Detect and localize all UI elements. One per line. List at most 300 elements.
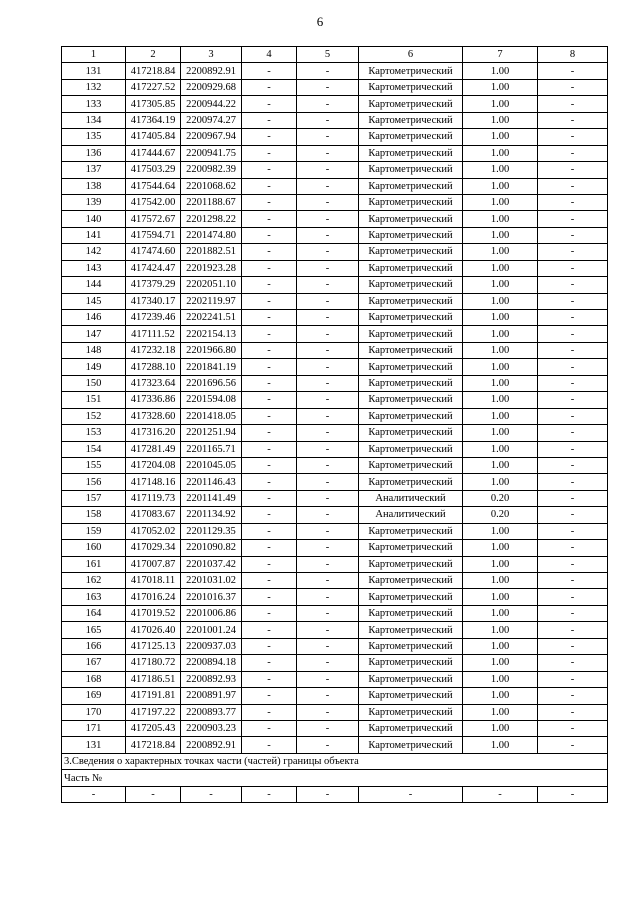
table-cell: 1.00 [463,441,538,457]
table-cell: 0.20 [463,490,538,506]
table-cell: Картометрический [359,457,463,473]
table-cell: - [538,573,608,589]
table-cell: 1.00 [463,622,538,638]
header-cell: 5 [297,47,359,63]
table-cell: - [242,112,297,128]
table-cell: - [538,638,608,654]
table-cell: - [242,227,297,243]
table-cell: 1.00 [463,573,538,589]
table-cell: - [297,112,359,128]
table-cell: 131 [62,63,126,79]
table-cell: 2201001.24 [181,622,242,638]
table-cell: 2201696.56 [181,375,242,391]
table-row [62,737,608,753]
table-cell: - [242,293,297,309]
table-cell: 1.00 [463,326,538,342]
table-row [62,326,608,342]
table-cell: 1.00 [463,260,538,276]
table-cell: - [538,737,608,753]
table-cell: - [297,425,359,441]
table-cell: - [297,720,359,736]
part-label-row [62,770,608,787]
table-cell: 133 [62,96,126,112]
table-cell: - [538,293,608,309]
table-cell: 417364.19 [126,112,181,128]
table-cell: 1.00 [463,227,538,243]
table-cell: - [242,260,297,276]
table-cell: - [538,326,608,342]
table-row [62,260,608,276]
table-cell: - [538,211,608,227]
header-cell: 3 [181,47,242,63]
table-cell: - [463,786,538,802]
table-cell: - [242,96,297,112]
table-cell: - [242,655,297,671]
table-cell: 417281.49 [126,441,181,457]
table-cell: - [297,704,359,720]
table-cell: Картометрический [359,96,463,112]
table-cell: 170 [62,704,126,720]
table-row [62,671,608,687]
table-cell: 2201134.92 [181,507,242,523]
table-cell: - [297,474,359,490]
table-cell: 162 [62,573,126,589]
table-cell: 2201298.22 [181,211,242,227]
table-cell: 2201188.67 [181,194,242,210]
table-cell: Картометрический [359,441,463,457]
table-cell: Картометрический [359,556,463,572]
header-cell: 7 [463,47,538,63]
table-cell: - [242,688,297,704]
table-cell: - [242,326,297,342]
table-cell: 2202051.10 [181,277,242,293]
table-cell: 2200891.97 [181,688,242,704]
table-cell: 143 [62,260,126,276]
table-cell: 157 [62,490,126,506]
table-cell: 1.00 [463,408,538,424]
table-cell: 171 [62,720,126,736]
table-row [62,655,608,671]
table-cell: 149 [62,359,126,375]
table-row [62,162,608,178]
table-cell: - [538,227,608,243]
table-cell: 1.00 [463,589,538,605]
table-cell: 1.00 [463,293,538,309]
table-cell: 417029.34 [126,540,181,556]
table-cell: Картометрический [359,375,463,391]
table-cell: - [242,162,297,178]
table-cell: 2200903.23 [181,720,242,736]
table-cell: Картометрический [359,326,463,342]
table-row [62,392,608,408]
table-cell: 1.00 [463,310,538,326]
table-cell: 1.00 [463,145,538,161]
table-cell: 1.00 [463,112,538,128]
table-cell: 155 [62,457,126,473]
table-cell: 1.00 [463,720,538,736]
table-cell: 417205.43 [126,720,181,736]
table-cell: - [538,507,608,523]
table-cell: - [242,704,297,720]
table-cell: 150 [62,375,126,391]
table-cell: 168 [62,671,126,687]
table-cell: 417197.22 [126,704,181,720]
table-cell: - [538,704,608,720]
table-cell: - [538,79,608,95]
table-cell: - [242,441,297,457]
table-cell: Картометрический [359,293,463,309]
table-cell: 1.00 [463,704,538,720]
table-cell: - [242,211,297,227]
table-row [62,688,608,704]
table-cell: - [538,359,608,375]
page-number: 6 [316,14,324,29]
table-cell: Картометрический [359,359,463,375]
table-cell: - [538,145,608,161]
table-cell: Картометрический [359,720,463,736]
table-row [62,638,608,654]
table-cell: - [538,474,608,490]
table-cell: - [242,178,297,194]
table-cell: 161 [62,556,126,572]
table-cell: 137 [62,162,126,178]
table-cell: 417379.29 [126,277,181,293]
table-cell: 2202154.13 [181,326,242,342]
table-cell: - [538,408,608,424]
table-cell: - [538,540,608,556]
table-cell: - [538,194,608,210]
table-cell: 2201090.82 [181,540,242,556]
table-cell: - [538,457,608,473]
table-row [62,622,608,638]
table-cell: - [297,326,359,342]
table-cell: - [242,79,297,95]
table-cell: 167 [62,655,126,671]
table-cell: 2201966.80 [181,342,242,358]
table-cell: - [242,622,297,638]
table-cell: Картометрический [359,260,463,276]
table-cell: 1.00 [463,474,538,490]
table-row [62,293,608,309]
table-cell: 417340.17 [126,293,181,309]
table-cell: - [538,244,608,260]
table-cell: 159 [62,523,126,539]
table-cell: - [242,425,297,441]
table-cell: - [242,605,297,621]
table-cell: 1.00 [463,96,538,112]
table-cell: - [538,425,608,441]
table-cell: Картометрический [359,589,463,605]
table-cell: 1.00 [463,605,538,621]
table-cell: - [242,671,297,687]
table-cell: 163 [62,589,126,605]
table-cell: - [297,227,359,243]
table-cell: 2200892.93 [181,671,242,687]
table-cell: - [62,786,126,802]
table-cell: - [538,523,608,539]
table-cell: 166 [62,638,126,654]
table-cell: 417052.02 [126,523,181,539]
header-row [62,47,608,63]
table-row [62,63,608,79]
table-cell: 417018.11 [126,573,181,589]
table-cell: - [297,523,359,539]
table-cell: - [242,408,297,424]
table-cell: - [297,392,359,408]
table-cell: 2201129.35 [181,523,242,539]
coordinates-table [61,46,608,803]
table-cell: - [538,655,608,671]
table-cell: 0.20 [463,507,538,523]
table-cell: 144 [62,277,126,293]
table-cell: 2201006.86 [181,605,242,621]
table-cell: - [538,622,608,638]
table-row [62,227,608,243]
table-cell: - [538,490,608,506]
table-cell: Картометрический [359,474,463,490]
table-cell: - [297,490,359,506]
part-label: Часть № [62,770,608,787]
table-cell: 1.00 [463,211,538,227]
table-cell: 1.00 [463,194,538,210]
table-row [62,704,608,720]
table-cell: Аналитический [359,490,463,506]
table-row [62,507,608,523]
table-cell: - [297,211,359,227]
table-row [62,490,608,506]
table-cell: 141 [62,227,126,243]
table-cell: - [242,638,297,654]
table-cell: 152 [62,408,126,424]
table-cell: 417227.52 [126,79,181,95]
table-cell: 1.00 [463,63,538,79]
table-cell: - [297,671,359,687]
table-cell: 154 [62,441,126,457]
table-cell: - [297,129,359,145]
table-cell: - [538,605,608,621]
table-cell: Картометрический [359,622,463,638]
table-cell: 417424.47 [126,260,181,276]
table-cell: 1.00 [463,638,538,654]
table-cell: 164 [62,605,126,621]
table-cell: 1.00 [463,671,538,687]
table-cell: - [242,737,297,753]
table-cell: 2201474.80 [181,227,242,243]
table-cell: 417218.84 [126,737,181,753]
table-cell: - [242,129,297,145]
table-cell: - [297,260,359,276]
table-cell: 2200893.77 [181,704,242,720]
table-cell: - [297,79,359,95]
table-cell: - [538,129,608,145]
table-cell: - [297,556,359,572]
table-cell: 1.00 [463,244,538,260]
table-cell: 417180.72 [126,655,181,671]
table-cell: - [242,457,297,473]
table-cell: - [297,737,359,753]
table-cell: - [297,605,359,621]
table-cell: 2200944.22 [181,96,242,112]
table-cell: - [181,786,242,802]
table-row [62,244,608,260]
table-cell: Картометрический [359,244,463,260]
table-cell: Картометрический [359,79,463,95]
table-row [62,605,608,621]
table-cell: - [297,573,359,589]
table-cell: Картометрический [359,162,463,178]
table-cell: 417328.60 [126,408,181,424]
table-cell: - [242,310,297,326]
table-cell: Картометрический [359,342,463,358]
table-cell: 2201146.43 [181,474,242,490]
table-cell: 139 [62,194,126,210]
table-cell: 2201068.62 [181,178,242,194]
table-cell: Картометрический [359,573,463,589]
table-cell: 417083.67 [126,507,181,523]
table-row [62,474,608,490]
table-cell: 131 [62,737,126,753]
table-cell: - [297,408,359,424]
table-cell: 2201016.37 [181,589,242,605]
table-cell: Картометрический [359,737,463,753]
table-cell: 417503.29 [126,162,181,178]
table-cell: - [297,359,359,375]
header-cell: 8 [538,47,608,63]
table-cell: 2201594.08 [181,392,242,408]
table-cell: 142 [62,244,126,260]
table-cell: - [297,145,359,161]
table-cell: Картометрический [359,112,463,128]
table-cell: - [242,244,297,260]
table-row [62,573,608,589]
table-cell: - [242,474,297,490]
table-cell: 2202241.51 [181,310,242,326]
table-row [62,194,608,210]
table-cell: Картометрический [359,704,463,720]
table-row [62,342,608,358]
table-cell: 417204.08 [126,457,181,473]
table-cell: 417191.81 [126,688,181,704]
table-row [62,375,608,391]
table-cell: 151 [62,392,126,408]
table-cell: - [538,277,608,293]
table-cell: 140 [62,211,126,227]
table-cell: 1.00 [463,523,538,539]
table-cell: Картометрический [359,671,463,687]
table-cell: 417186.51 [126,671,181,687]
table-row [62,211,608,227]
table-cell: - [297,342,359,358]
table-cell: Картометрический [359,227,463,243]
table-row [62,540,608,556]
table-cell: - [538,556,608,572]
table-cell: - [297,507,359,523]
table-cell: - [297,638,359,654]
table-cell: 2200892.91 [181,737,242,753]
table-cell: 2200937.03 [181,638,242,654]
table-cell: Картометрический [359,178,463,194]
table-cell: - [297,688,359,704]
table-row [62,457,608,473]
table-cell: 1.00 [463,342,538,358]
table-cell: Картометрический [359,605,463,621]
table-cell: - [297,457,359,473]
table-cell: Картометрический [359,688,463,704]
table-cell: - [297,310,359,326]
table-cell: - [538,162,608,178]
table-cell: - [538,178,608,194]
table-cell: 147 [62,326,126,342]
table-row [62,589,608,605]
table-cell: 1.00 [463,277,538,293]
table-cell: 417305.85 [126,96,181,112]
table-cell: - [297,540,359,556]
table-cell: - [538,260,608,276]
table-row [62,310,608,326]
table-cell: Аналитический [359,507,463,523]
table-cell: 417007.87 [126,556,181,572]
table-cell: - [242,145,297,161]
empty-row [62,786,608,802]
table-cell: 156 [62,474,126,490]
table-row [62,523,608,539]
table-cell: - [538,720,608,736]
table-cell: 417239.46 [126,310,181,326]
table-cell: 1.00 [463,540,538,556]
table-cell: - [242,786,297,802]
table-cell: - [538,310,608,326]
table-cell: 1.00 [463,425,538,441]
table-cell: 417288.10 [126,359,181,375]
table-cell: 417474.60 [126,244,181,260]
table-cell: 417323.64 [126,375,181,391]
table-cell: Картометрический [359,655,463,671]
table-row [62,359,608,375]
table-cell: - [538,342,608,358]
table-cell: - [242,507,297,523]
table-row [62,178,608,194]
table-row [62,720,608,736]
table-cell: 2201251.94 [181,425,242,441]
header-cell: 6 [359,47,463,63]
table-cell: 417019.52 [126,605,181,621]
table-cell: 2201141.49 [181,490,242,506]
header-cell: 1 [62,47,126,63]
table-row [62,556,608,572]
table-cell: - [538,375,608,391]
table-cell: - [297,162,359,178]
table-cell: - [297,441,359,457]
table-cell: - [242,277,297,293]
table-cell: 2201418.05 [181,408,242,424]
table-cell: 2202119.97 [181,293,242,309]
table-cell: - [538,589,608,605]
table-cell: - [297,96,359,112]
table-row [62,112,608,128]
table-cell: - [297,63,359,79]
table-cell: - [242,375,297,391]
table-cell: Картометрический [359,540,463,556]
table-cell: - [538,688,608,704]
table-cell: 136 [62,145,126,161]
table-cell: 417026.40 [126,622,181,638]
table-cell: - [538,441,608,457]
table-cell: - [242,523,297,539]
table-cell: 153 [62,425,126,441]
table-cell: 417316.20 [126,425,181,441]
table-cell: 417125.13 [126,638,181,654]
table-cell: Картометрический [359,129,463,145]
